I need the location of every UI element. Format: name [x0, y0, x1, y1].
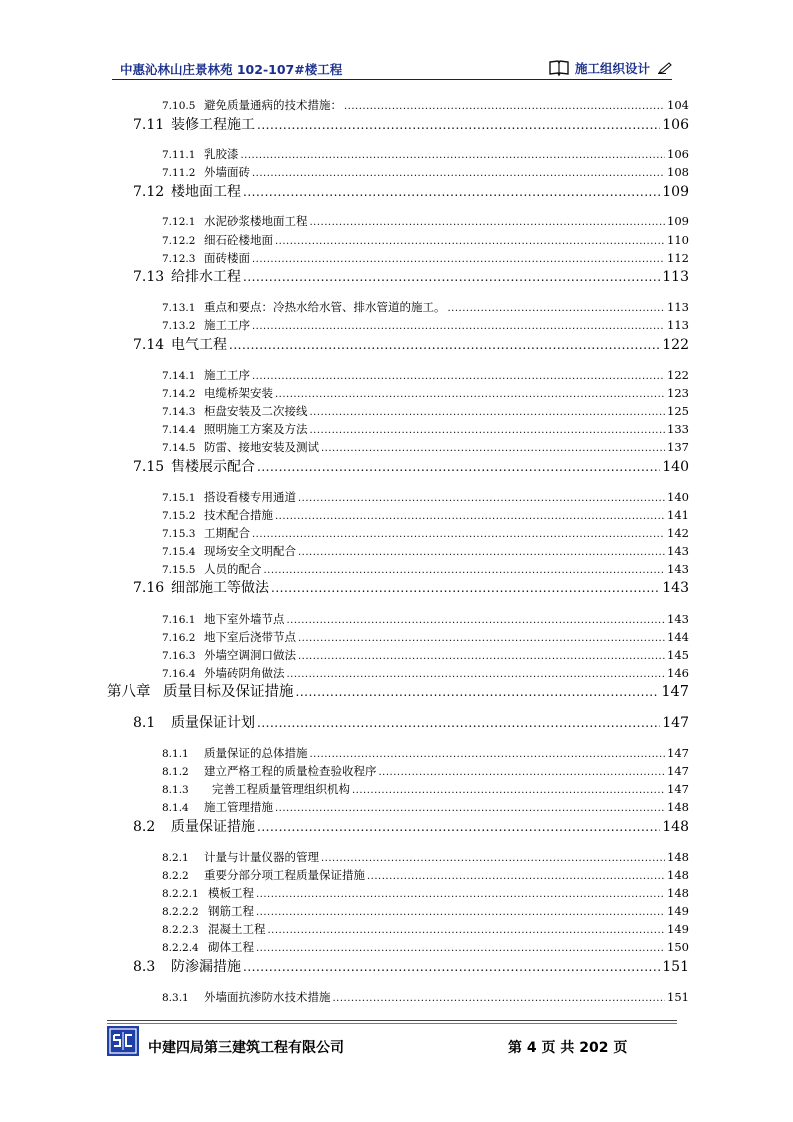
footer-rule-thin: [107, 1023, 677, 1024]
page-number: 第 4 页 共 202 页: [508, 1040, 628, 1056]
toc-entry: 7.14.3 柜盘安装及二次接线 ..... 125: [162, 403, 689, 419]
toc-entry: 7.15.4 现场安全文明配合 ..... 143: [162, 543, 689, 559]
toc-entry: 7.11.2 外墙面砖 ..... 108: [162, 164, 689, 180]
pen-icon: [658, 62, 672, 74]
toc-entry: 8.2.2.2 钢筋工程 ..... 149: [162, 903, 689, 919]
company-logo-icon: [107, 1026, 139, 1056]
toc-entry: 7.16 细部施工等做法 ..... 143: [133, 578, 689, 598]
doc-type-label: 施工组织设计: [574, 61, 650, 76]
footer-rule: [107, 1020, 677, 1021]
toc-entry: 7.12 楼地面工程 ..... 109: [133, 182, 689, 202]
header-rule: [112, 79, 672, 80]
toc-entry: 7.14.4 照明施工方案及方法 ..... 133: [162, 421, 689, 437]
toc-entry: 7.12.1 水泥砂浆楼地面工程 ..... 109: [162, 213, 689, 229]
project-title: 中惠沁林山庄景林苑 102-107#楼工程: [120, 62, 343, 77]
toc-entry: 7.11 装修工程施工 ..... 106: [133, 115, 689, 135]
toc-entry: 8.3 防渗漏措施 ..... 151: [133, 957, 689, 977]
toc-entry: 7.14.5 防雷、接地安装及测试 ..... 137: [162, 439, 689, 455]
toc-entry: 第八章 质量目标及保证措施 ..... 147: [107, 682, 689, 702]
toc-entry: 7.15.2 技术配合措施 ..... 141: [162, 507, 689, 523]
toc-entry: 8.1.1 质量保证的总体措施 ..... 147: [162, 745, 689, 761]
page-header: [112, 54, 672, 80]
toc-entry: 7.15.1 搭设看楼专用通道 ..... 140: [162, 489, 689, 505]
doc-type-group: [549, 59, 672, 77]
toc-entry: 7.14.2 电缆桥架安装 ..... 123: [162, 385, 689, 401]
toc-entry: 7.10.5 避免质量通病的技术措施： ..... 104: [162, 97, 689, 113]
toc-entry: 8.2.2.1 模板工程 ..... 148: [162, 885, 689, 901]
toc-entry: 7.13.1 重点和要点：冷热水给水管、排水管道的施工。 ..... 113: [162, 299, 689, 315]
toc-entry: 8.2.2.3 混凝土工程 ..... 149: [162, 921, 689, 937]
toc-entry: 7.12.3 面砖楼面 ..... 112: [162, 250, 689, 266]
toc-entry: 7.16.3 外墙空调洞口做法 ..... 145: [162, 647, 689, 663]
toc-entry: 7.16.4 外墙砖阴角做法 ..... 146: [162, 665, 689, 681]
toc-entry: 8.2.1 计量与计量仪器的管理 ..... 148: [162, 849, 689, 865]
book-icon: [549, 60, 569, 76]
toc-entry: 7.11.1 乳胶漆 ..... 106: [162, 146, 689, 162]
toc-entry: 8.1.3 完善工程质量管理组织机构 ..... 147: [162, 781, 689, 797]
toc-entry: 7.16.1 地下室外墙节点 ..... 143: [162, 611, 689, 627]
toc-entry: 7.14.1 施工工序 ..... 122: [162, 367, 689, 383]
toc-entry: 8.2.2.4 砌体工程 ..... 150: [162, 939, 689, 955]
toc-entry: 7.13 给排水工程 ..... 113: [133, 267, 689, 287]
toc-entry: 8.3.1 外墙面抗渗防水技术措施 ..... 151: [162, 989, 689, 1005]
toc-entry: 7.12.2 细石砼楼地面 ..... 110: [162, 232, 689, 248]
toc-entry: 7.16.2 地下室后浇带节点 ..... 144: [162, 629, 689, 645]
toc-entry: 7.15 售楼展示配合 ..... 140: [133, 457, 689, 477]
company-name: 中建四局第三建筑工程有限公司: [148, 1040, 344, 1056]
toc-entry: 8.1.4 施工管理措施 ..... 148: [162, 799, 689, 815]
toc-entry: 7.14 电气工程 ..... 122: [133, 335, 689, 355]
toc-entry: 8.2.2 重要分部分项工程质量保证措施 ..... 148: [162, 867, 689, 883]
toc-entry: 8.1 质量保证计划 ..... 147: [133, 713, 689, 733]
toc-entry: 7.15.3 工期配合 ..... 142: [162, 525, 689, 541]
toc-entry: 8.2 质量保证措施 ..... 148: [133, 817, 689, 837]
toc-entry: 8.1.2 建立严格工程的质量检查验收程序 ..... 147: [162, 763, 689, 779]
toc-entry: 7.15.5 人员的配合 ..... 143: [162, 561, 689, 577]
toc-entry: 7.13.2 施工工序 ..... 113: [162, 317, 689, 333]
